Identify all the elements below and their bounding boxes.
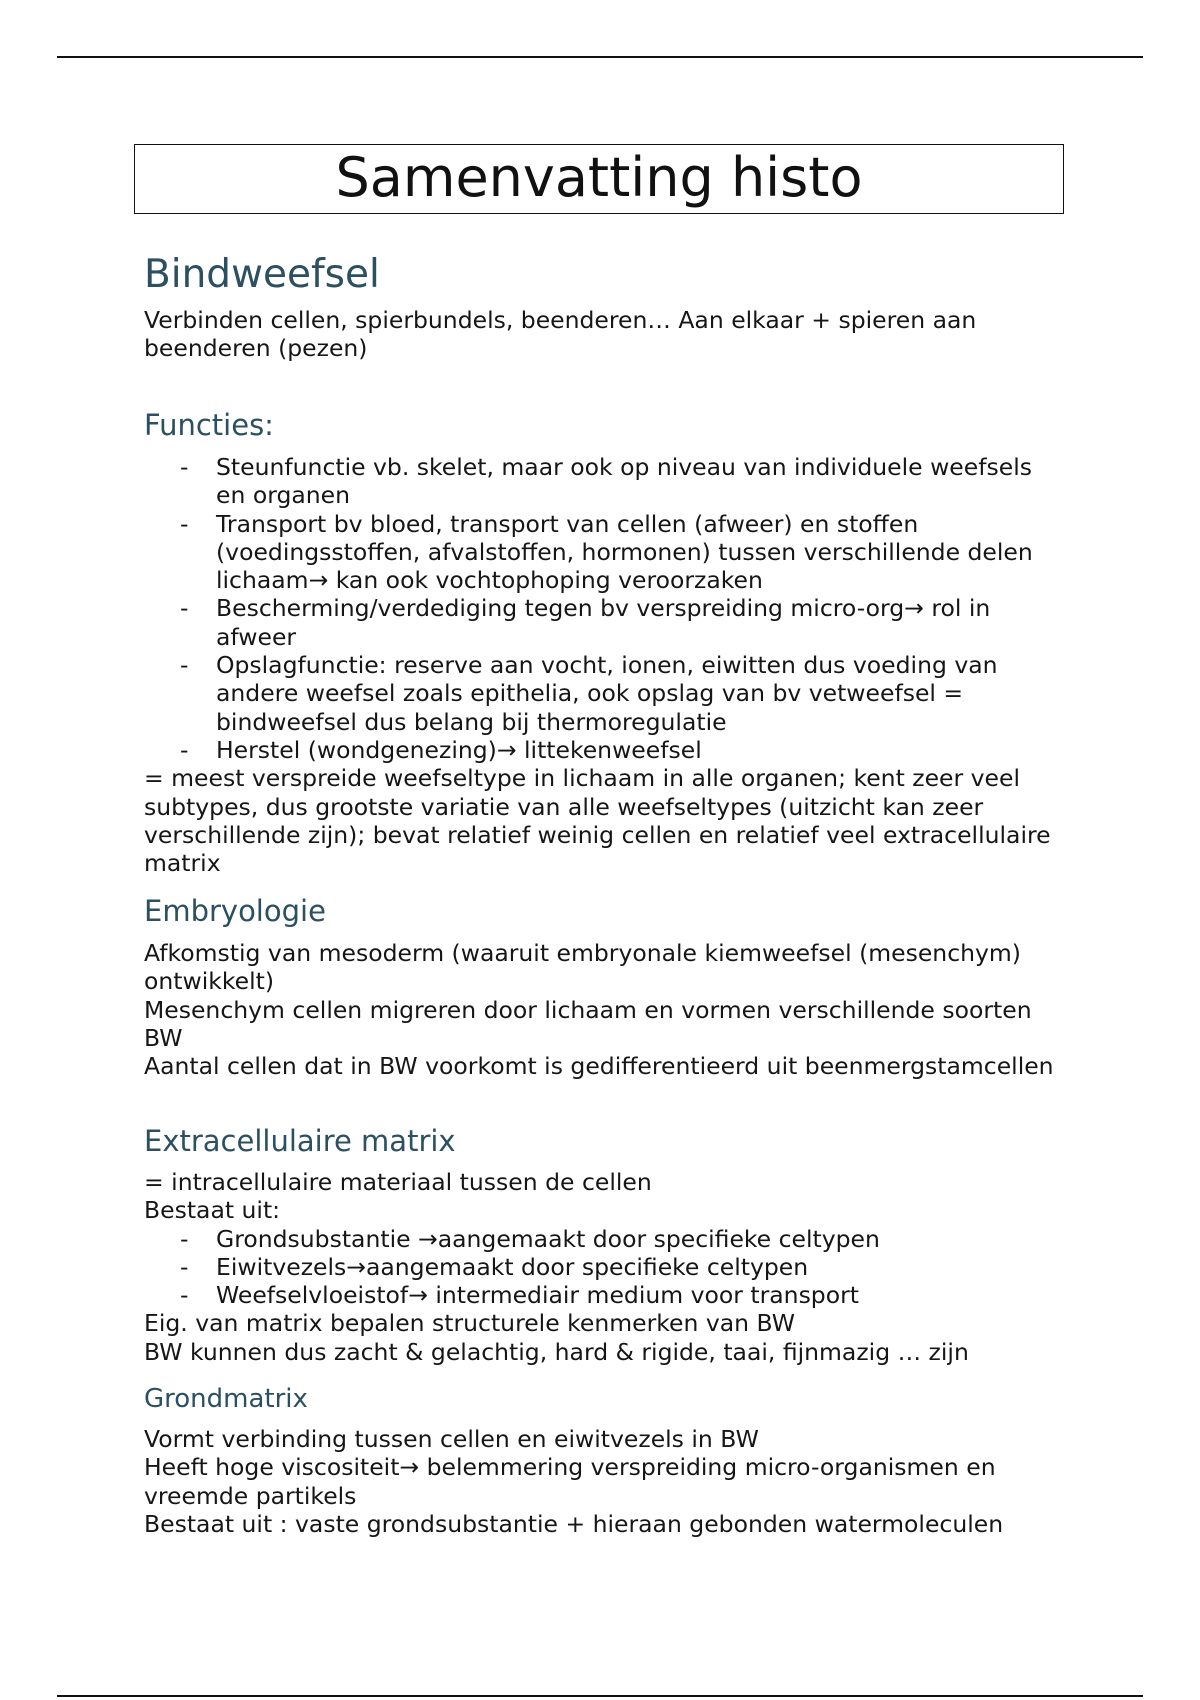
paragraph-line: Aantal cellen dat in BW voorkomt is gedifferentieerd uit beenmergstamcellen: [144, 1052, 1054, 1081]
ecm-list: [144, 1225, 1064, 1310]
paragraph-line: Heeft hoge viscositeit→ belemmering verspreiding micro-organismen en vreemde partikels: [144, 1453, 996, 1510]
heading-extracellulaire-matrix: Extracellulaire matrix: [144, 1124, 456, 1158]
list-item: - Bescherming/verdediging tegen bv verspreiding micro-org→ rol in afweer: [180, 594, 991, 651]
list-item: - Herstel (wondgenezing)→ littekenweefsel: [180, 735, 702, 764]
functies-list: [144, 453, 1064, 764]
functies-summary: = meest verspreide weefseltype in lichaam in alle organen; kent zeer veel subtypes, dus grootste variatie van alle weefseltypes (uitzicht kan zeer verschillende zijn); bevat relatief weinig cellen en relatief veel extracellulaire matrix: [144, 764, 1051, 878]
list-item: - Weefselvloeistof→ intermediair medium voor transport: [180, 1281, 859, 1310]
paragraph-line: BW kunnen dus zacht & gelachtig, hard & rigide, taai, fijnmazig … zijn: [144, 1337, 969, 1366]
bindweefsel-intro: Verbinden cellen, spierbundels, beenderen… Aan elkaar + spieren aan beenderen (pezen): [144, 306, 977, 363]
paragraph-line: Eig. van matrix bepalen structurele kenmerken van BW: [144, 1309, 796, 1338]
list-item: - Transport bv bloed, transport van cellen (afweer) en stoffen (voedingsstoffen, afvalstoffen, hormonen) tussen verschillende delen lichaam→ kan ook vochtophoping veroorzaken: [180, 509, 1033, 595]
heading-grondmatrix: Grondmatrix: [144, 1384, 308, 1414]
ecm-section: [144, 1168, 1064, 1366]
paragraph-line: Bestaat uit:: [144, 1196, 281, 1225]
paragraph-line: = intracellulaire materiaal tussen de cellen: [144, 1168, 652, 1196]
header-rule: [57, 56, 1143, 58]
list-item: - Eiwitvezels→aangemaakt door specifieke celtypen: [180, 1252, 809, 1281]
list-item: - Opslagfunctie: reserve aan vocht, ionen, eiwitten dus voeding van andere weefsel zoals epithelia, ook opslag van bv vetweefsel = bindweefsel dus belang bij thermoregulatie: [180, 651, 998, 736]
embryologie-text: [144, 939, 1064, 1080]
document-title: Samenvatting histo: [134, 144, 1064, 214]
grondmatrix-text: [144, 1425, 1064, 1538]
paragraph-line: Mesenchym cellen migreren door lichaam en vormen verschillende soorten BW: [144, 995, 1032, 1052]
heading-functies: Functies:: [144, 408, 274, 442]
footer-rule: [57, 1695, 1143, 1697]
list-item: - Steunfunctie vb. skelet, maar ook op niveau van individuele weefsels en organen: [180, 453, 1032, 510]
list-item: - Grondsubstantie →aangemaakt door specifieke celtypen: [180, 1224, 880, 1253]
paragraph-line: Vormt verbinding tussen cellen en eiwitvezels in BW: [144, 1425, 759, 1453]
heading-bindweefsel: Bindweefsel: [144, 252, 380, 297]
functies-section: [144, 453, 1064, 877]
paragraph-line: Afkomstig van mesoderm (waaruit embryonale kiemweefsel (mesenchym) ontwikkelt): [144, 939, 1021, 996]
heading-embryologie: Embryologie: [144, 894, 326, 928]
paragraph-line: Bestaat uit : vaste grondsubstantie + hieraan gebonden watermoleculen: [144, 1509, 1004, 1538]
